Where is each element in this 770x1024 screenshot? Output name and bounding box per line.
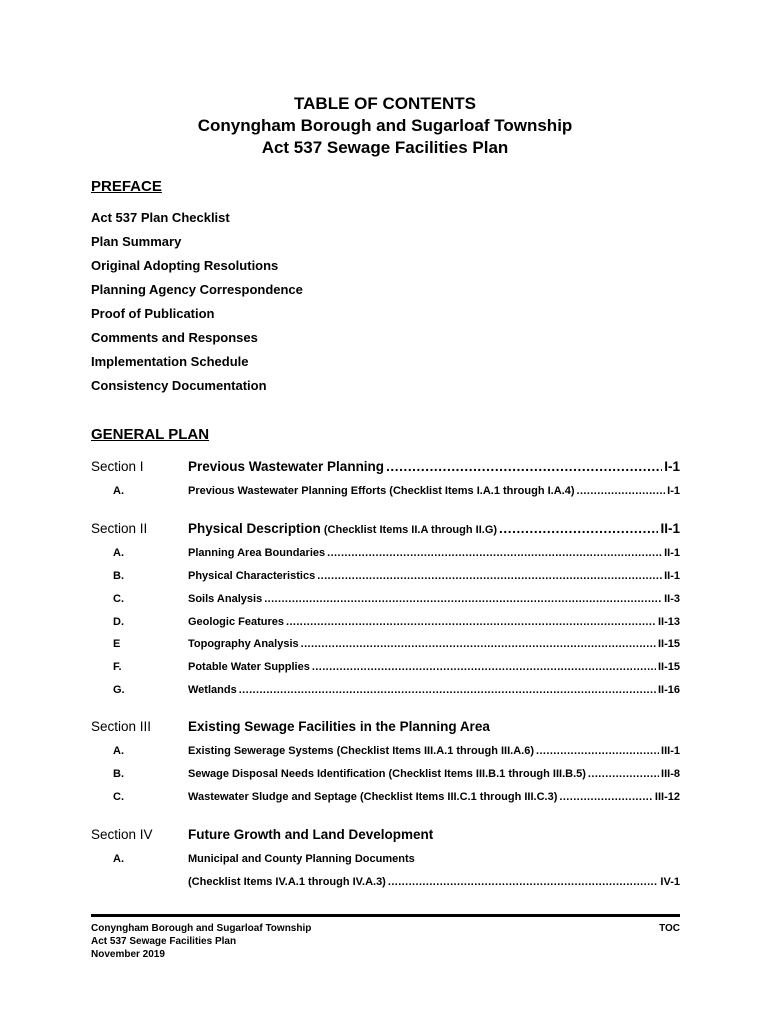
page-number: III-8: [661, 768, 680, 780]
preface-item: Planning Agency Correspondence: [91, 282, 303, 297]
toc-entry-title: Municipal and County Planning Documents: [188, 853, 415, 865]
dot-leader: [286, 616, 656, 628]
dot-leader: [327, 547, 662, 559]
dot-leader: [588, 768, 659, 780]
toc-entry: [188, 768, 680, 780]
toc-entry-title: Planning Area Boundaries: [188, 547, 326, 559]
item-letter: A.: [113, 485, 124, 497]
toc-entry-section-4: Future Growth and Land Development: [188, 827, 434, 842]
preface-item: Implementation Schedule: [91, 354, 249, 369]
preface-item: Plan Summary: [91, 234, 182, 249]
toc-entry-title: Topography Analysis: [188, 638, 299, 650]
toc-entry-section-3: Existing Sewage Facilities in the Planning Area: [188, 719, 490, 734]
toc-entry-title: Existing Sewerage Systems (Checklist Items III.A.1 through III.A.6): [188, 745, 534, 757]
toc-title: TABLE OF CONTENTS: [294, 94, 476, 113]
toc-entry-title: Previous Wastewater Planning Efforts (Checklist Items I.A.1 through I.A.4): [188, 485, 575, 497]
page-number: II-15: [657, 661, 680, 673]
dot-leader: [312, 661, 656, 673]
preface-item: Proof of Publication: [91, 306, 215, 321]
document-title-municipality: Conyngham Borough and Sugarloaf Township: [197, 116, 573, 135]
toc-entry: [188, 616, 680, 628]
toc-entry-section-1: [188, 459, 680, 474]
item-letter: A.: [113, 547, 124, 559]
toc-entry: [188, 593, 680, 605]
toc-entry: [188, 638, 680, 650]
dot-leader: [388, 876, 659, 888]
item-letter: B.: [113, 768, 124, 780]
item-letter: C.: [113, 593, 124, 605]
footer-line: November 2019: [91, 949, 165, 960]
dot-leader: [317, 570, 662, 582]
toc-entry: [188, 547, 680, 559]
dot-leader: [536, 745, 659, 757]
toc-entry: [188, 661, 680, 673]
toc-entry-title: Potable Water Supplies: [188, 661, 310, 673]
toc-entry-title: Geologic Features: [188, 616, 284, 628]
dot-leader: [577, 485, 666, 497]
document-title-plan: Act 537 Sewage Facilities Plan: [261, 138, 509, 157]
item-letter: C.: [113, 791, 124, 803]
toc-entry: [188, 745, 680, 757]
toc-entry-title: Previous Wastewater Planning: [188, 459, 385, 474]
page-number: II-3: [664, 593, 680, 605]
page-number: I-1: [664, 459, 680, 474]
page-number: II-1: [664, 570, 680, 582]
page-number: III-12: [654, 791, 680, 803]
item-letter: A.: [113, 853, 124, 865]
toc-entry-title: Soils Analysis: [188, 593, 263, 605]
footer-rule: [91, 914, 680, 917]
toc-entry-checklist: (Checklist Items II.A through II.G): [320, 524, 498, 536]
toc-entry: [188, 791, 680, 803]
page-number: III-1: [661, 745, 680, 757]
toc-entry-section-2: [188, 521, 680, 536]
item-letter: D.: [113, 616, 124, 628]
section-label: Section IV: [91, 827, 153, 842]
page-number: II-13: [657, 616, 680, 628]
page-number: II-15: [657, 638, 680, 650]
page-number: II-1: [664, 547, 680, 559]
toc-entry-title: Sewage Disposal Needs Identification (Checklist Items III.B.1 through III.B.5): [188, 768, 586, 780]
item-letter: B.: [113, 570, 124, 582]
section-label: Section III: [91, 719, 152, 734]
general-plan-heading: GENERAL PLAN: [91, 426, 210, 443]
toc-entry-title: Wetlands: [188, 684, 237, 696]
toc-entry-title: Physical Description: [188, 521, 321, 536]
section-label: Section II: [91, 521, 148, 536]
dot-leader: [264, 593, 662, 605]
item-letter: G.: [113, 684, 125, 696]
section-label: Section I: [91, 459, 144, 474]
dot-leader: [559, 791, 653, 803]
item-letter: A.: [113, 745, 124, 757]
footer-right: TOC: [659, 923, 680, 934]
toc-entry: [188, 876, 680, 888]
toc-entry-title: Physical Characteristics: [188, 570, 316, 582]
dot-leader: [239, 684, 656, 696]
toc-entry: [188, 570, 680, 582]
footer-line: Conyngham Borough and Sugarloaf Township: [91, 923, 312, 934]
footer-line: Act 537 Sewage Facilities Plan: [91, 936, 237, 947]
dot-leader: [386, 459, 662, 474]
toc-entry: [188, 684, 680, 696]
preface-heading: PREFACE: [91, 178, 162, 195]
page-number: IV-1: [660, 876, 680, 888]
preface-item: Act 537 Plan Checklist: [91, 210, 230, 225]
toc-entry: [188, 485, 680, 497]
item-letter: F.: [113, 661, 122, 673]
preface-item: Consistency Documentation: [91, 378, 267, 393]
page-number: II-16: [657, 684, 680, 696]
toc-entry-title-continued: (Checklist Items IV.A.1 through IV.A.3): [188, 876, 386, 888]
preface-item: Original Adopting Resolutions: [91, 258, 279, 273]
page-number: I-1: [667, 485, 680, 497]
footer-left: [91, 922, 311, 961]
dot-leader: [499, 521, 658, 536]
page-number: II-1: [660, 521, 680, 536]
item-letter: E: [113, 638, 121, 650]
dot-leader: [301, 638, 656, 650]
preface-item: Comments and Responses: [91, 330, 258, 345]
toc-entry-title: Wastewater Sludge and Septage (Checklist Items III.C.1 through III.C.3): [188, 791, 558, 803]
